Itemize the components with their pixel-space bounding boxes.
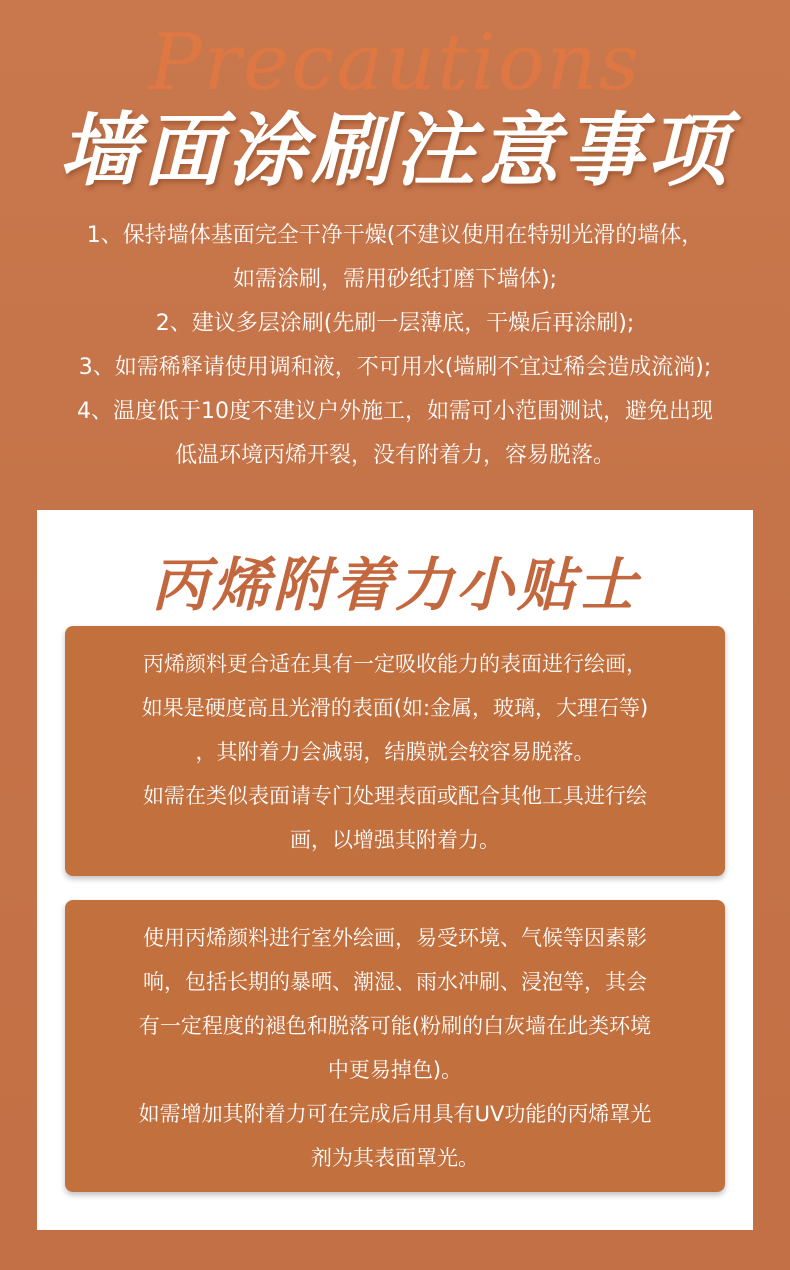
tip-text-line: 响，包括长期的暴晒、潮湿、雨水冲刷、浸泡等，其会	[143, 970, 647, 994]
page-title: 墙面涂刷注意事项	[59, 104, 731, 197]
tip-text-line: 中更易掉色)。	[327, 1058, 463, 1082]
precaution-line: 1、保持墙体基面完全干净干燥(不建议使用在特别光滑的墙体，	[86, 223, 704, 248]
tip-text-line: 剂为其表面罩光。	[311, 1146, 479, 1170]
precaution-line: 低温环境丙烯开裂，没有附着力，容易脱落。	[174, 443, 615, 468]
decorative-script-word: Precautions	[149, 18, 641, 108]
tip-text-line: 有一定程度的褪色和脱落可能(粉刷的白灰墙在此类环境	[138, 1014, 652, 1038]
hero-section	[0, 0, 790, 500]
precautions-list	[30, 214, 760, 478]
tip-text-line: 如需在类似表面请专门处理表面或配合其他工具进行绘	[143, 784, 647, 808]
tip-card-surface	[65, 626, 725, 876]
tip-text-line: 如果是硬度高且光滑的表面(如:金属，玻璃，大理石等)	[141, 696, 649, 720]
tip-card-outdoor	[65, 900, 725, 1192]
tip-text-line: 丙烯颜料更合适在具有一定吸收能力的表面进行绘画，	[143, 652, 647, 676]
tip-text-line: 使用丙烯颜料进行室外绘画，易受环境、气候等因素影	[143, 926, 647, 950]
tip-text-line: ，其附着力会减弱，结膜就会较容易脱落。	[195, 740, 595, 764]
tip-text-line: 如需增加其附着力可在完成后用具有UV功能的丙烯罩光	[138, 1102, 652, 1126]
precaution-line: 2、建议多层涂刷(先刷一层薄底，干燥后再涂刷);	[155, 311, 635, 336]
precaution-line: 4、温度低于10度不建议户外施工，如需可小范围测试，避免出现	[77, 399, 713, 424]
tips-title: 丙烯附着力小贴士	[150, 551, 639, 619]
tip-text-line: 画，以增强其附着力。	[290, 828, 500, 852]
tips-panel	[37, 510, 753, 1230]
precaution-line: 3、如需稀释请使用调和液，不可用水(墙刷不宜过稀会造成流淌);	[78, 355, 712, 380]
precaution-line: 如需涂刷，需用砂纸打磨下墙体);	[233, 267, 557, 292]
